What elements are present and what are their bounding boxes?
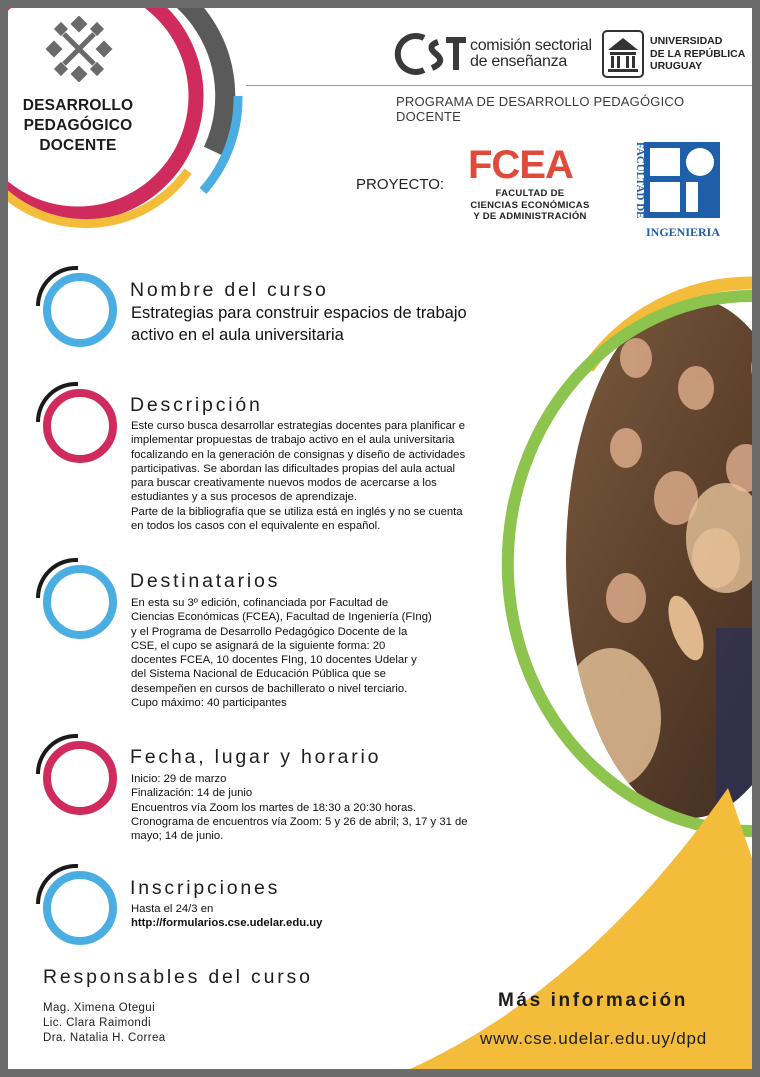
inscripciones-ring-icon (30, 860, 120, 950)
fecha-ring-icon (30, 730, 120, 820)
descripcion-body: Este curso busca desarrollar estrategias docentes para planificar e implementar propuestas de trabajo activo en el aula universitaria focalizando en la generación de consignas y diseño de actividades participativas. Se abordan las dificultades propias del aula actual para buscar creativamente nuevos modos de acercarse a los estudiantes y a sus procesos de aprendizaje. Parte de la bibliografía que se utiliza está en inglés y no se cuenta en todos los casos con el equivalente en español. (131, 420, 466, 533)
course-name: Estrategias para construir espacios de trabajo activo en el aula universitaria (131, 304, 467, 344)
descripcion-title: Descripción (130, 394, 263, 416)
inscripciones-title: Inscripciones (130, 877, 281, 899)
responsables-title: Responsables del curso (43, 966, 313, 988)
fing-bottom-text: INGENIERIA (646, 225, 721, 239)
cse-name: comisión sectorial de enseñanza (470, 37, 592, 70)
nombre-title: Nombre del curso (130, 279, 329, 301)
fcea-logo: FCEA (468, 143, 573, 187)
fing-vertical-text: FACULTAD DE (634, 142, 646, 219)
destinatarios-title: Destinatarios (130, 570, 281, 592)
udelar-seal-icon (602, 30, 644, 78)
info-website-link[interactable]: www.cse.udelar.edu.uy/dpd (480, 1029, 707, 1048)
fecha-title: Fecha, lugar y horario (130, 746, 382, 768)
fecha-body: Inicio: 29 de marzo Finalización: 14 de junio Encuentros vía Zoom los martes de 18:30 a 20:30 horas. Cronograma de encuentros vía Zoom: 5 y 26 de abril; 3, 17 y 31 de mayo; 14 de junio. (131, 773, 468, 843)
header-divider (246, 85, 752, 86)
brand-title: DESARROLLO PEDAGÓGICO DOCENTE (22, 97, 134, 154)
cse-logo-icon (392, 30, 472, 78)
program-name: PROGRAMA DE DESARROLLO PEDAGÓGICO DOCENTE (396, 94, 685, 124)
destinatarios-ring-icon (30, 554, 120, 644)
dpd-knot-icon (44, 16, 114, 82)
proyecto-label: PROYECTO: (356, 176, 445, 193)
responsable-item: Lic. Clara Raimondi (43, 1017, 151, 1029)
decorative-arcs (388, 228, 752, 1069)
destinatarios-body: En esta su 3º edición, cofinanciada por Facultad de Ciencias Económicas (FCEA), Facultad de Ingeniería (FIng) y el Programa de Desarrollo Pedagógico Docente de la CSE, el cupo se asignará de la siguiente forma: 20 docentes FCEA, 10 docentes FIng, 10 docentes Udelar y del Sistema Nacional de Educación Pública que se desempeñen en cursos de bachillerato o nivel terciario. Cupo máximo: 40 participantes (131, 597, 432, 710)
responsable-item: Mag. Ximena Otegui (43, 1002, 156, 1014)
inscripciones-link[interactable]: http://formularios.cse.udelar.edu.uy (131, 917, 323, 929)
fing-logo (626, 140, 726, 240)
responsable-item: Dra. Natalia H. Correa (43, 1032, 166, 1044)
responsables-list (43, 1001, 166, 1046)
udelar-name: UNIVERSIDAD DE LA REPÚBLICA URUGUAY (650, 35, 746, 72)
mas-info-title: Más información (498, 990, 688, 1011)
fcea-full-name: FACULTAD DE CIENCIAS ECONÓMICAS Y DE ADMINISTRACIÓN (470, 188, 590, 222)
inscripciones-line: Hasta el 24/3 en (131, 903, 214, 915)
poster (8, 8, 752, 1069)
nombre-ring-icon (30, 262, 120, 352)
descripcion-ring-icon (30, 378, 120, 468)
